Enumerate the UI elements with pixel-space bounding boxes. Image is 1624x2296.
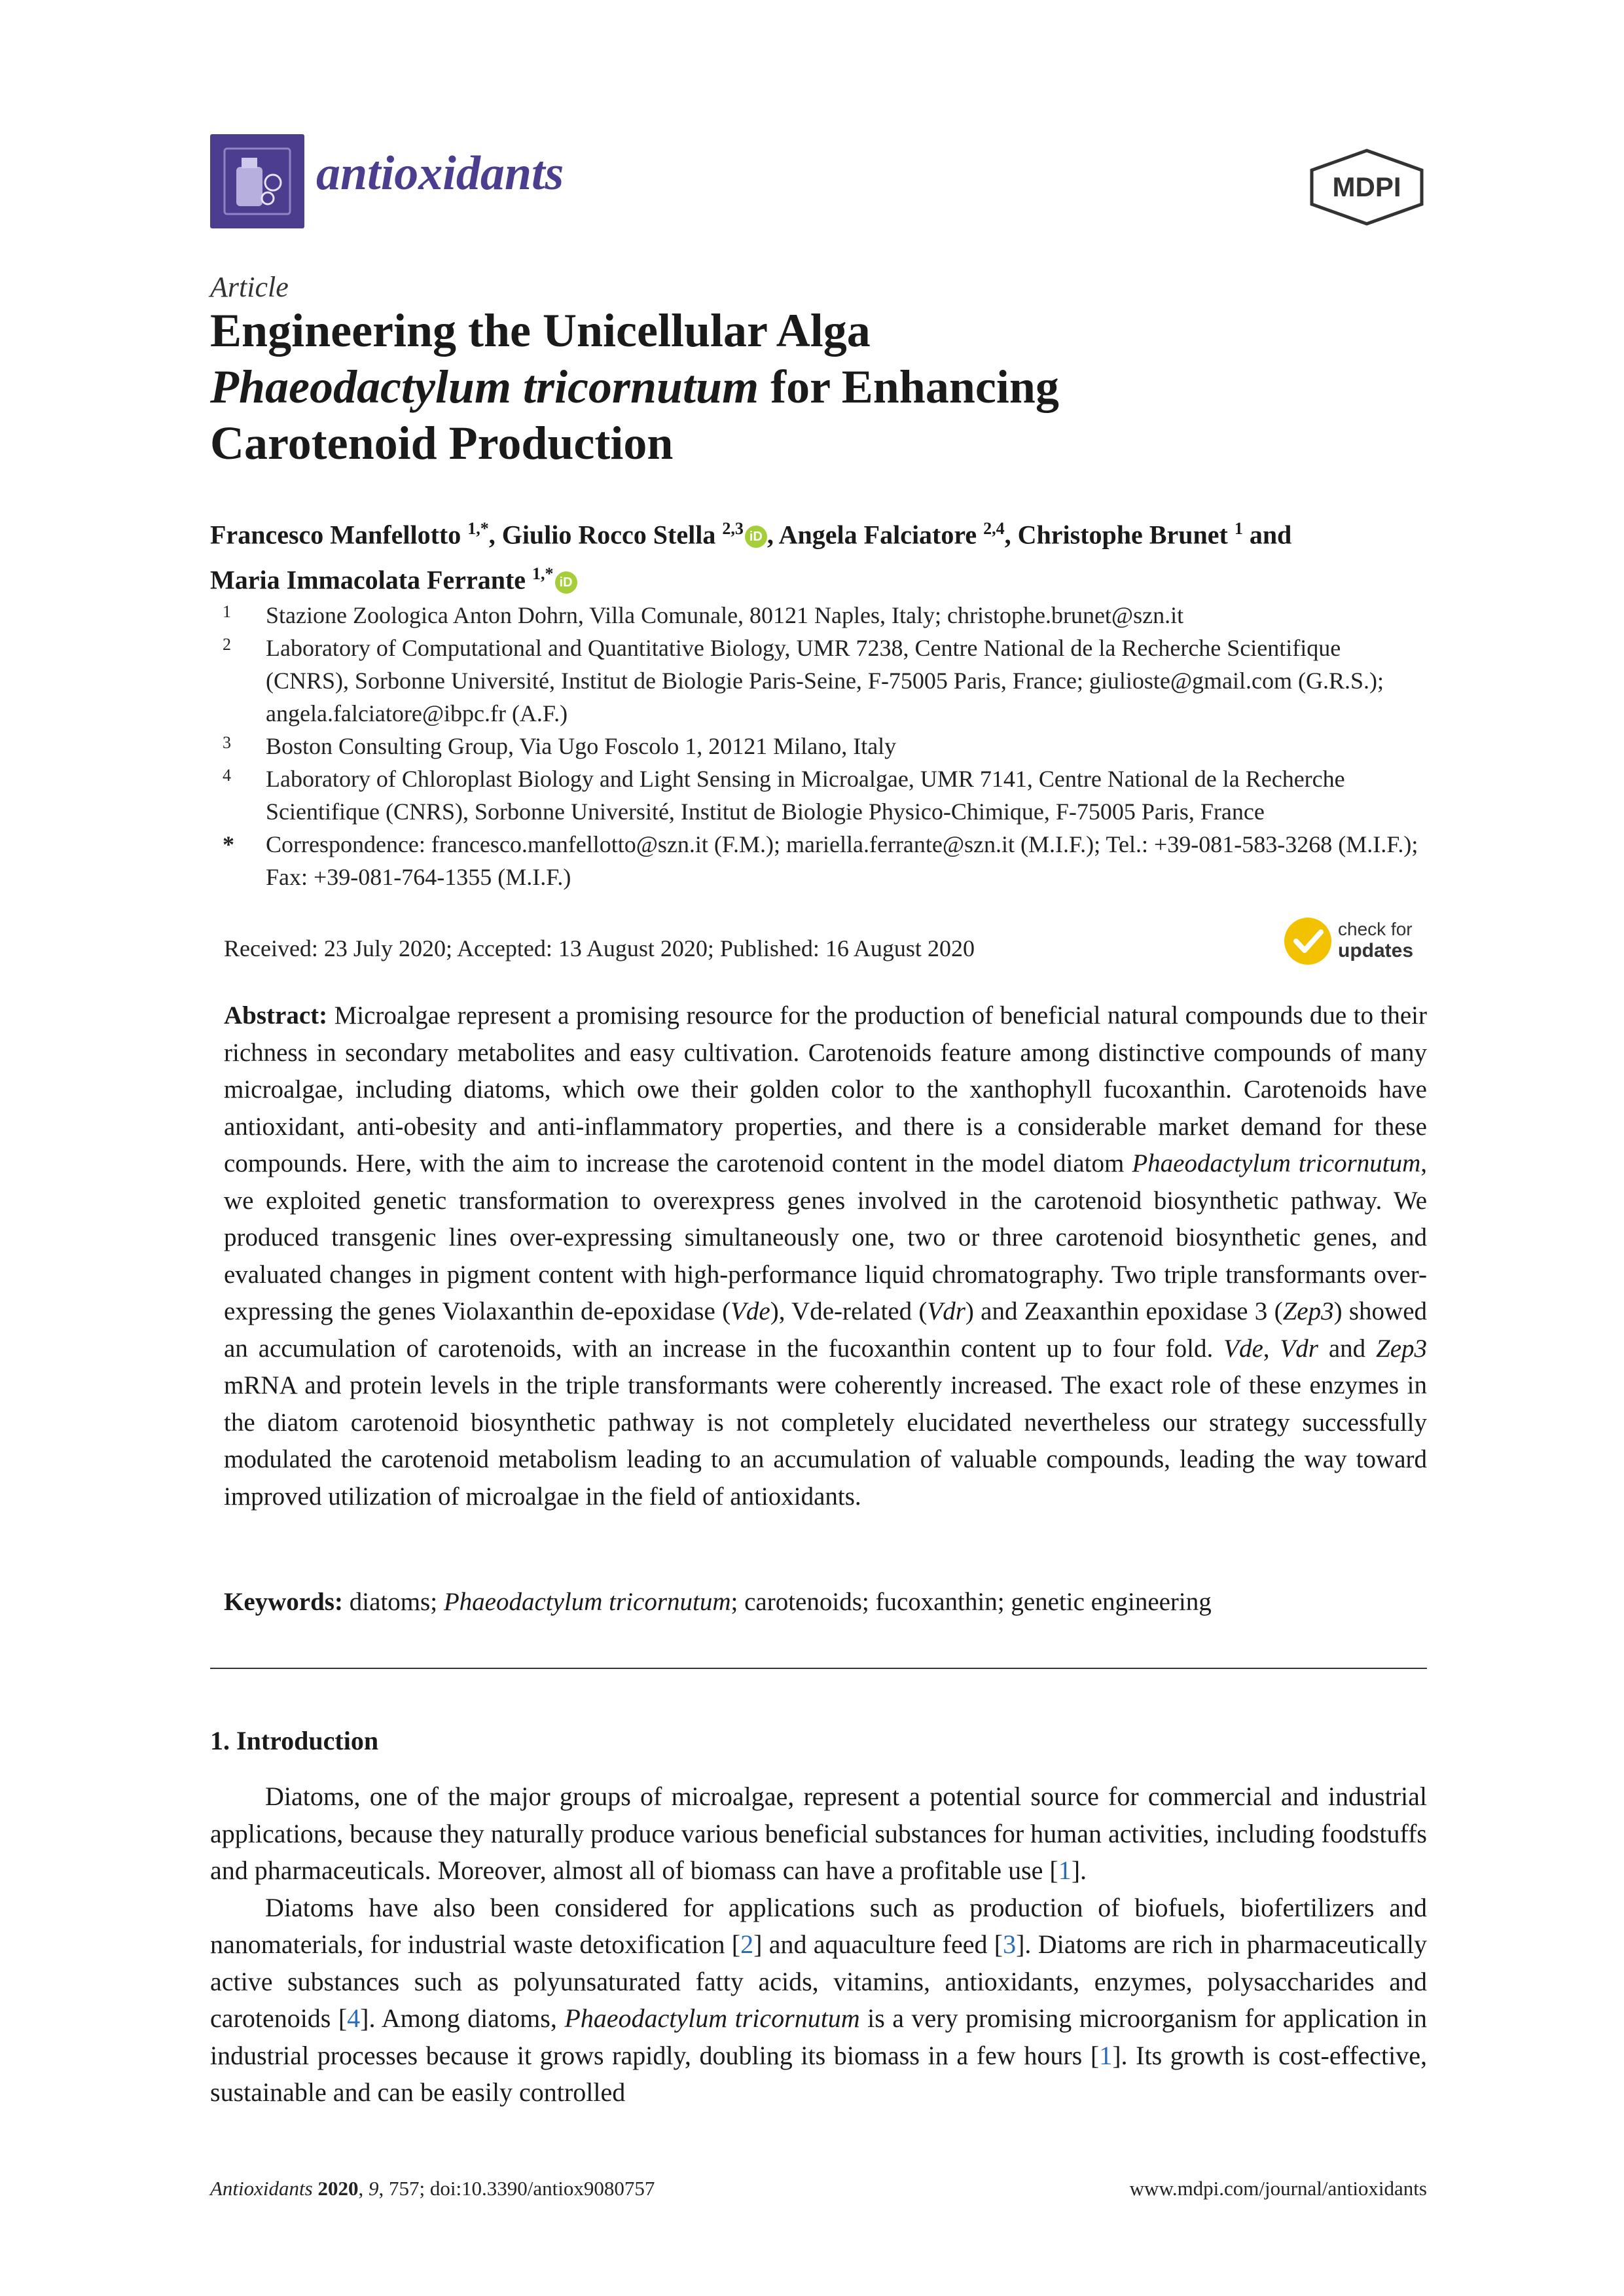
abstract-text: ) showed an accumulation of carotenoids, with an increase in the fucoxanthin content up to four fold.: [224, 1297, 1428, 1363]
footer-volume: 9: [368, 2177, 379, 2200]
flask-icon: [210, 134, 304, 228]
paragraph: [210, 1778, 1427, 1890]
affiliation-text: Laboratory of Computational and Quantitative Biology, UMR 7238, Centre National de la Recherche Scientifique (CNRS), Sorbonne Université, Institut de Biologie Paris-Seine, F-75005 Paris, France; giulioste@gmail.com (G.R.S.); angela.falciatore@ibpc.fr (A.F.): [266, 635, 1384, 726]
author-name: Christophe Brunet: [1017, 520, 1228, 550]
paragraph-text: ].: [1071, 1856, 1087, 1885]
author-separator: ,: [1004, 520, 1018, 550]
abstract-label: Abstract:: [224, 1001, 328, 1030]
citation-link[interactable]: 1: [1099, 2040, 1113, 2070]
footer-url[interactable]: www.mdpi.com/journal/antioxidants: [1129, 2177, 1427, 2200]
citation-link[interactable]: 1: [1058, 1856, 1072, 1885]
section-title: 1. Introduction: [210, 1726, 379, 1755]
abstract-text: ,: [1263, 1334, 1280, 1363]
author-affiliation-mark: 1: [1234, 519, 1243, 538]
affiliation-item: [223, 762, 1427, 828]
check-for-updates-badge[interactable]: [1283, 915, 1427, 967]
abstract-text: , we exploited genetic transformation to overexpress genes involved in the carotenoid biosynthetic pathway. We produced transgenic lines over-expressing simultaneously one, two or three carotenoid biosynthetic genes, and evaluated changes in pigment content with high-performance liquid chromatography. Two triple transformants over-expressing the genes Violaxanthin de-epoxidase (: [224, 1149, 1427, 1325]
affiliation-text: Correspondence: francesco.manfellotto@szn.it (F.M.); mariella.ferrante@szn.it (M.I.F.); Tel.: +39-081-583-3268 (M.I.F.); Fax: +39-081-764-1355 (M.I.F.): [266, 831, 1418, 890]
affiliation-item: [223, 599, 1427, 632]
journal-logo: [210, 134, 304, 228]
footer-year: 2020: [312, 2177, 359, 2200]
affiliation-mark: *: [223, 831, 234, 857]
affiliation-item: [223, 730, 1427, 762]
citation-link[interactable]: 3: [1003, 1929, 1017, 1959]
affiliation-mark: 4: [223, 766, 231, 785]
author-separator: and: [1242, 520, 1292, 550]
paragraph-text: ]. Among diatoms,: [360, 2003, 565, 2033]
author-affiliation-mark: 1,*: [532, 564, 554, 584]
title-line-2-rest: for Enhancing: [759, 361, 1059, 413]
author-name: Angela Falciatore: [778, 520, 977, 550]
paragraph-text: ] and aquaculture feed [: [753, 1929, 1003, 1959]
species-name: Phaeodactylum tricornutum: [564, 2003, 860, 2033]
affiliation-text: Stazione Zoologica Anton Dohrn, Villa Comunale, 80121 Naples, Italy; christophe.brunet@szn.it: [266, 602, 1184, 628]
abstract-text: ), Vde-related (: [770, 1297, 928, 1325]
author-affiliation-mark: 2,4: [983, 519, 1005, 538]
affiliation-text: Laboratory of Chloroplast Biology and Light Sensing in Microalgae, UMR 7141, Centre National de la Recherche Scientifique (CNRS), Sorbonne Université, Institut de Biologie Physico-Chimique, F-75005 Paris, France: [266, 766, 1345, 825]
gene-name: Zep3: [1282, 1297, 1334, 1325]
footer-citation: Antioxidants 2020, 9, 757; doi:10.3390/antiox9080757: [210, 2177, 655, 2200]
affiliation-item: [223, 828, 1427, 893]
paragraph-text: is a very promising microorganism for application in industrial processes because it grows rapidly, doubling its biomass in a few hours [: [210, 2003, 1428, 2070]
gene-name: Vde: [1223, 1334, 1263, 1363]
keywords: [224, 1584, 1427, 1621]
publisher-name: MDPI: [1332, 171, 1401, 202]
page-title: [210, 302, 1454, 471]
affiliation-item: [223, 632, 1427, 730]
affiliation-mark: 1: [223, 602, 231, 621]
footer-journal: Antioxidants: [210, 2177, 313, 2200]
check-icon: [1283, 916, 1333, 966]
gene-name: Zep3: [1376, 1334, 1428, 1363]
gene-name: Vde: [731, 1297, 770, 1325]
author-name: Maria Immacolata Ferrante: [210, 565, 526, 595]
abstract-text: and: [1318, 1334, 1377, 1363]
abstract-species: Phaeodactylum tricornutum: [1132, 1149, 1421, 1177]
title-line-3: Carotenoid Production: [210, 417, 674, 469]
journal-name[interactable]: antioxidants: [316, 147, 564, 200]
paragraph-text: Diatoms, one of the major groups of microalgae, represent a potential source for commercial and industrial applications, because they naturally produce various beneficial substances for human activities, including foodstuffs and pharmaceuticals. Moreover, almost all of biomass can have a profitable use [: [210, 1782, 1427, 1885]
affiliation-mark: 2: [223, 635, 231, 654]
divider: [210, 1668, 1427, 1669]
abstract-text: mRNA and protein levels in the triple transformants were coherently increased. The exact role of these enzymes in the diatom carotenoid biosynthetic pathway is not completely elucidated nevertheless our strategy successfully modulated the carotenoid metabolism leading to an accumulation of valuable compounds, leading the way toward improved utilization of microalgae in the field of antioxidants.: [224, 1371, 1427, 1511]
author-separator: ,: [767, 520, 779, 550]
citation-link[interactable]: 2: [740, 1929, 754, 1959]
updates-label: updates: [1338, 940, 1414, 961]
author-name: Francesco Manfellotto: [210, 520, 461, 550]
paragraph-text: ]. Its growth is cost-effective, sustainable and can be easily controlled: [210, 2040, 1428, 2107]
author-list: [210, 509, 1428, 600]
title-line-2: [210, 359, 1454, 415]
body-text: [210, 1778, 1427, 2111]
article-type: Article: [210, 271, 289, 303]
footer-doi[interactable]: , 757; doi:10.3390/antiox9080757: [378, 2177, 655, 2200]
gene-name: Vdr: [1280, 1334, 1318, 1363]
publication-dates: Received: 23 July 2020; Accepted: 13 August 2020; Published: 16 August 2020: [224, 935, 975, 961]
title-line-1: Engineering the Unicellular Alga: [210, 304, 871, 357]
orcid-icon[interactable]: iD: [745, 526, 767, 548]
affiliation-mark: 3: [223, 733, 231, 752]
abstract-text: ) and Zeaxanthin epoxidase 3 (: [965, 1297, 1283, 1325]
mdpi-logo[interactable]: [1304, 148, 1430, 226]
author-name: Giulio Rocco Stella: [501, 520, 716, 550]
affiliations: [223, 599, 1427, 893]
abstract: [224, 997, 1427, 1515]
paragraph-text: Diatoms have also been considered for applications such as production of biofuels, biofertilizers and nanomaterials, for industrial waste detoxification [: [210, 1892, 1427, 1959]
gene-name: Vdr: [927, 1297, 965, 1325]
author-affiliation-mark: 2,3: [722, 519, 744, 538]
author-affiliation-mark: 1,*: [467, 519, 489, 538]
keyword-species: Phaeodactylum tricornutum: [443, 1588, 731, 1616]
keywords-text: diatoms;: [342, 1588, 444, 1616]
affiliation-text: Boston Consulting Group, Via Ugo Foscolo 1, 20121 Milano, Italy: [266, 733, 897, 759]
check-for-label: check for: [1338, 919, 1413, 939]
keywords-text: ; carotenoids; fucoxanthin; genetic engineering: [731, 1588, 1212, 1616]
keywords-label: Keywords:: [224, 1588, 343, 1616]
paragraph-text: ]. Diatoms are rich in pharmaceutically active substances such as polyunsaturated fatty acids, vitamins, antioxidants, enzymes, polysaccharides and carotenoids [: [210, 1929, 1427, 2033]
author-separator: ,: [488, 520, 502, 550]
abstract-text: Microalgae represent a promising resource for the production of beneficial natural compounds due to their richness in secondary metabolites and easy cultivation. Carotenoids feature among distinctive compounds of many microalgae, including diatoms, which owe their golden color to the xanthophyll fucoxanthin. Carotenoids have antioxidant, anti-obesity and anti-inflammatory properties, and there is a considerable market demand for these compounds. Here, with the aim to increase the carotenoid content in the model diatom: [224, 1001, 1427, 1177]
citation-link[interactable]: 4: [347, 2003, 361, 2033]
paragraph: [210, 1890, 1427, 2111]
orcid-icon[interactable]: iD: [555, 571, 577, 594]
title-species: Phaeodactylum tricornutum: [210, 361, 759, 413]
